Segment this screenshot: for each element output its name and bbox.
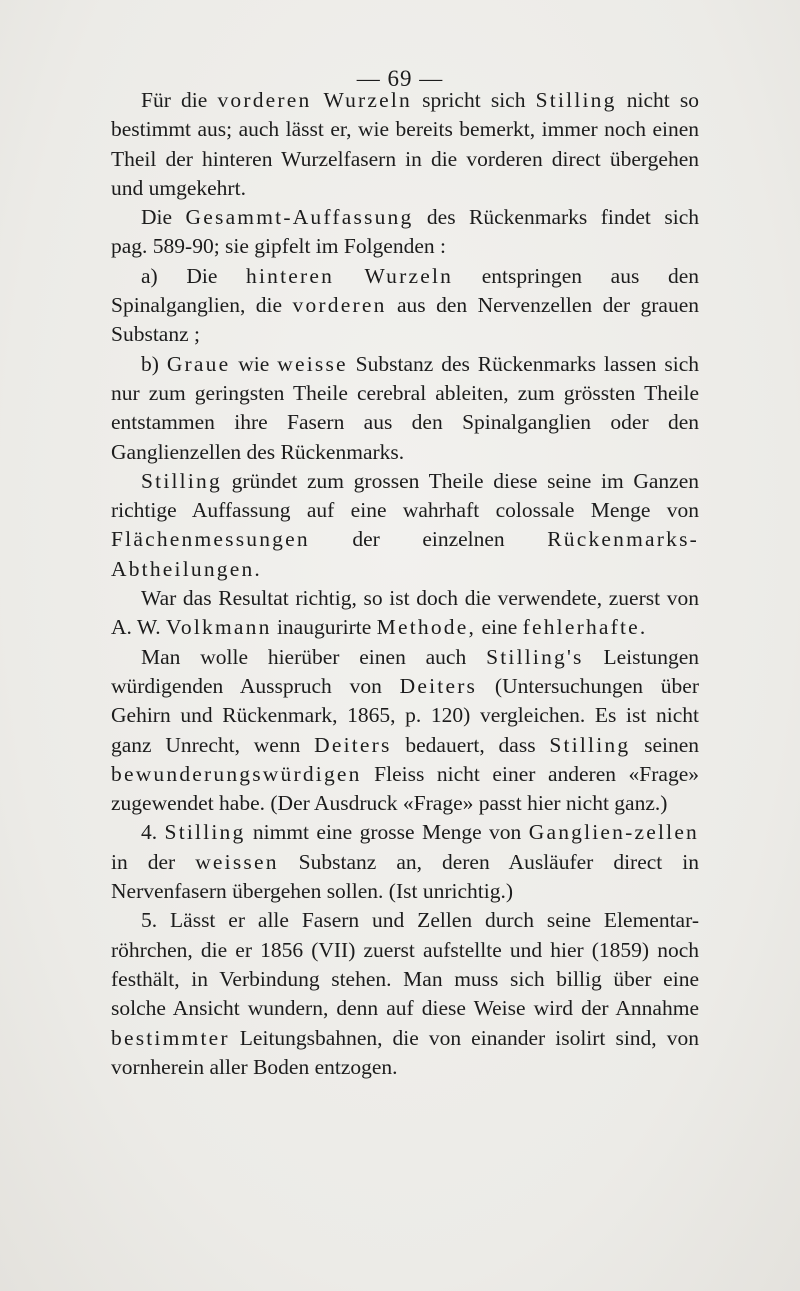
paragraph: 5. Lässt er alle Fasern und Zellen durch seine Elementar-röhrchen, die er 1856 (VII) zuerst aufstellte und hier (1859) noch festhält, in Verbindung stehen. Man muss sich billig über eine solche Ansicht wundern, denn auf diese Weise wird der Annahme bestimmter Leitungsbahnen, die von einander isolirt sind, von vornherein aller Boden entzogen.	[111, 908, 699, 1079]
emphasis-text: Stilling	[549, 732, 631, 757]
emphasis-text: weissen	[195, 849, 279, 874]
emphasis-text: Volkmann	[165, 615, 272, 640]
emphasis-text: weisse	[277, 351, 348, 376]
paragraph: War das Resultat richtig, so ist doch die verwendete, zuerst von A. W. Volkmann inaugurirte Methode, eine fehlerhafte.	[111, 586, 699, 640]
emphasis-text: Stilling	[164, 820, 246, 845]
page-number: — 69 —	[356, 66, 444, 91]
emphasis-text: bestimmter	[111, 1025, 230, 1050]
paragraph: 4. Stilling nimmt eine grosse Menge von Ganglien-zellen in der weissen Substanz an, deren Ausläufer direct in Nervenfasern übergehen sollen. (Ist unrichtig.)	[111, 820, 700, 904]
emphasis-text: Stilling	[141, 468, 222, 493]
emphasis-text: bewunderungswürdigen	[111, 761, 362, 786]
paragraph: a) Die hinteren Wurzeln entspringen aus den Spinalganglien, die vorderen aus den Nervenzellen der grauen Substanz ;	[111, 263, 700, 347]
paragraph: Man wolle hierüber einen auch Stilling's Leistungen würdigenden Ausspruch von Deiters (Untersuchungen über Gehirn und Rückenmark, 1865, p. 120) vergleichen. Es ist nicht ganz Unrecht, wenn Deiters bedauert, dass Stilling seinen bewunderungswürdigen Fleiss nicht einer anderen «Frage» zugewendet habe. (Der Ausdruck «Frage» passt hier nicht ganz.)	[111, 644, 699, 816]
emphasis-text: Rückenmarks-Abtheilungen.	[111, 527, 699, 581]
emphasis-text: Gesammt-Auffassung	[185, 205, 414, 230]
emphasis-text: Ganglien-zellen	[528, 820, 700, 845]
paragraph: b) Graue wie weisse Substanz des Rückenmarks lassen sich nur zum geringsten Theile cerebral ableiten, zum grössten Theile entstammen ihre Fasern aus den Spinalganglien oder den Ganglienzellen des Rückenmarks.	[111, 351, 700, 464]
emphasis-text: Deiters	[314, 732, 392, 757]
emphasis-text: Graue	[166, 351, 231, 376]
emphasis-text: fehlerhafte.	[522, 615, 648, 640]
emphasis-text: Flächenmessungen	[111, 527, 310, 552]
paragraph: Stilling gründet zum grossen Theile diese seine im Ganzen richtige Auffassung auf eine wahrhaft colossale Menge von Flächenmessungen der einzelnen Rückenmarks-Abtheilungen.	[111, 468, 699, 581]
paragraph: Für die vorderen Wurzeln spricht sich Stilling nicht so bestimmt aus; auch lässt er, wie bereits bemerkt, immer noch einen Theil der hinteren Wurzelfasern in die vorderen direct übergehen und umgekehrt.	[111, 88, 700, 200]
emphasis-text: Stilling	[535, 88, 617, 112]
emphasis-text: vorderen	[292, 293, 387, 318]
emphasis-text: Methode,	[376, 615, 477, 640]
emphasis-text: Stilling's	[486, 644, 584, 669]
paragraph: Die Gesammt-Auffassung des Rückenmarks findet sich pag. 589-90; sie gipfelt im Folgenden :	[111, 205, 699, 259]
body-text	[111, 86, 699, 1082]
emphasis-text: Deiters	[399, 673, 478, 698]
emphasis-text: vorderen Wurzeln	[217, 88, 412, 112]
emphasis-text: hinteren Wurzeln	[246, 263, 454, 288]
